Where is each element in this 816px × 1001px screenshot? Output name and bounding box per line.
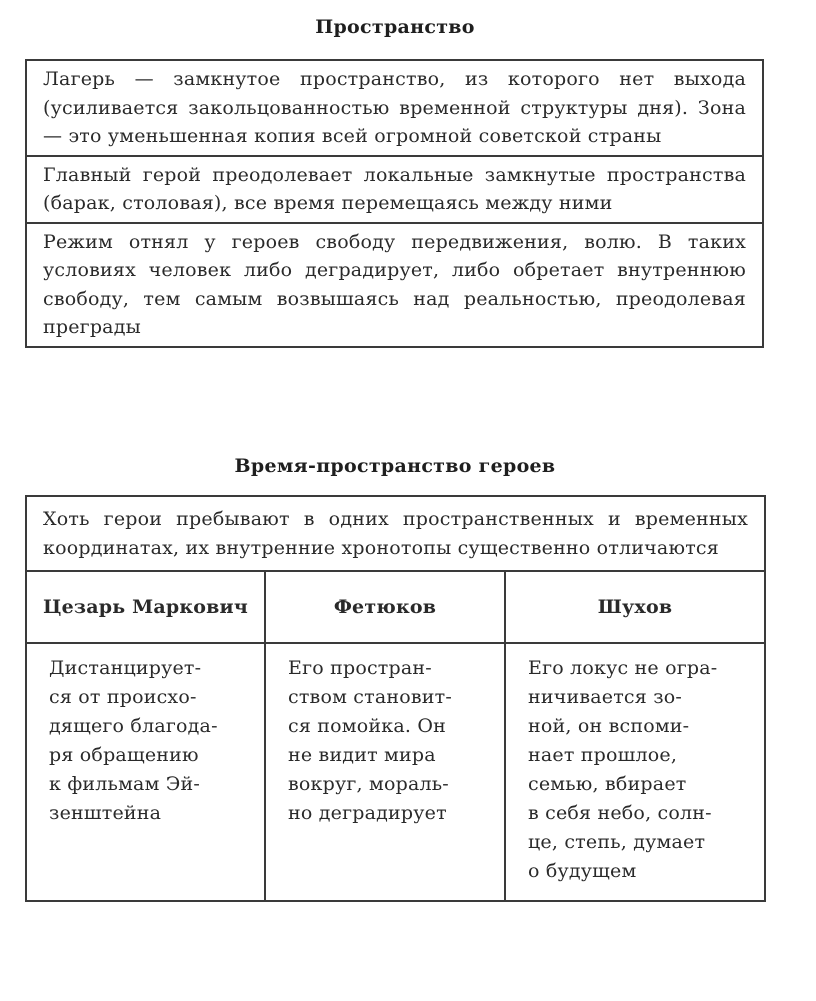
desc-line: ной, он вспоми- bbox=[528, 715, 690, 737]
desc-line: вокруг, мораль- bbox=[288, 773, 449, 795]
desc-line: зенштейна bbox=[49, 802, 162, 824]
hero-name-caesar: Цезарь Маркович bbox=[26, 571, 265, 643]
hero-desc-shukhov bbox=[505, 643, 765, 901]
desc-line: Его простран- bbox=[288, 657, 432, 679]
desc-line: дящего благода- bbox=[49, 715, 218, 737]
table-row bbox=[26, 60, 763, 156]
desc-line: ся от происхо- bbox=[49, 686, 197, 708]
desc-line: к фильмам Эй- bbox=[49, 773, 201, 795]
desc-line: Его локус не огра- bbox=[528, 657, 718, 679]
desc-line: ничивается зо- bbox=[528, 686, 683, 708]
hero-desc-caesar bbox=[26, 643, 265, 901]
desc-line: о будущем bbox=[528, 860, 637, 882]
desc-line: но деградирует bbox=[288, 802, 447, 824]
desc-line: ря обращению bbox=[49, 744, 199, 766]
desc-line: не видит мира bbox=[288, 744, 436, 766]
table-row bbox=[26, 496, 765, 571]
heroes-intro: Хоть герои пребывают в одних пространственных и временных координатах, их внутренние хронотопы существенно отличаются bbox=[26, 496, 765, 571]
desc-line: ством становит- bbox=[288, 686, 452, 708]
heroes-section-title: Время-пространство героев bbox=[234, 455, 556, 477]
desc-line: семью, вбирает bbox=[528, 773, 687, 795]
desc-line: в себя небо, солн- bbox=[528, 802, 712, 824]
space-row-3: Режим отнял у героев свободу передвижения, волю. В таких условиях человек либо деградирует, либо обретает внутреннюю свободу, тем самым возвышаясь над реальностью, преодолевая преграды bbox=[26, 223, 763, 347]
space-section-title: Пространство bbox=[315, 16, 475, 38]
space-table bbox=[25, 59, 764, 348]
heroes-table bbox=[25, 495, 766, 902]
desc-line: Дистанцирует- bbox=[49, 657, 202, 679]
space-row-1: Лагерь — замкнутое пространство, из которого нет выхода (усиливается закольцованностью временной структуры дня). Зона — это уменьшенная копия всей огромной советской страны bbox=[26, 60, 763, 156]
desc-line: ся помойка. Он bbox=[288, 715, 446, 737]
table-row bbox=[26, 223, 763, 347]
hero-name-shukhov: Шухов bbox=[505, 571, 765, 643]
table-header-row bbox=[26, 571, 765, 643]
table-row bbox=[26, 156, 763, 223]
desc-line: нает прошлое, bbox=[528, 744, 678, 766]
space-row-2: Главный герой преодолевает локальные замкнутые пространства (барак, столовая), все время перемещаясь между ними bbox=[26, 156, 763, 223]
table-row bbox=[26, 643, 765, 901]
hero-name-fetyukov: Фетюков bbox=[265, 571, 505, 643]
desc-line: це, степь, думает bbox=[528, 831, 706, 853]
hero-desc-fetyukov bbox=[265, 643, 505, 901]
